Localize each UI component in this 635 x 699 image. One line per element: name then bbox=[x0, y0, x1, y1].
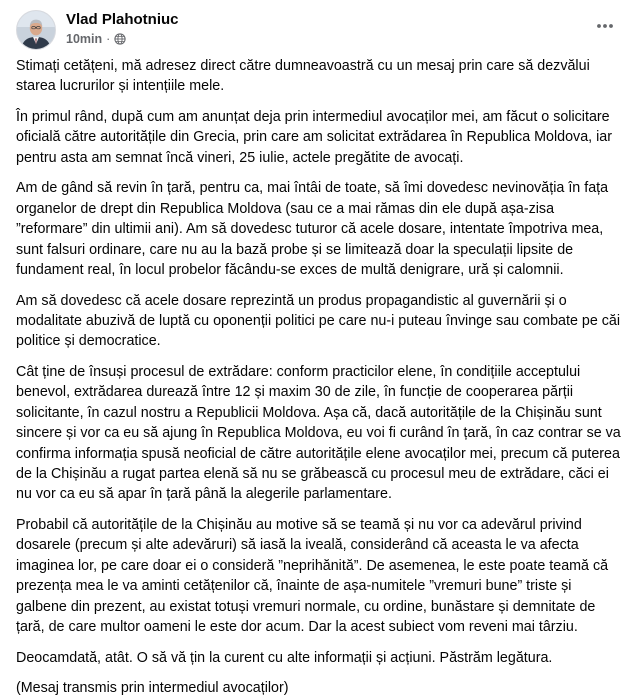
post-paragraph: Cât ține de însuși procesul de extrădare: conform practicilor elene, în condițiile acceptului benevol, extrădarea durează între 12 și maxim 30 de zile, în funcție de cooperarea părții solicitante, în cazul nostru a Republicii Moldova. Așa că, dacă autoritățile de la Chișinău sunt sincere și vor ca eu să ajung în Republica Moldova, eu voi fi curând în țară, în caz contrar se va confirma informația spusă neoficial de către autoritățile elene avocaților mei, precum că puterea de la Chișinău a rugat partea elenă să nu se grăbească cu procesul meu de extrădare, căci ei nu vor ca eu să apar în țară până la alegerile parlamentare. bbox=[16, 364, 621, 503]
globe-icon[interactable] bbox=[114, 33, 126, 45]
post-timestamp[interactable]: 10min bbox=[66, 32, 103, 46]
more-options-button[interactable] bbox=[591, 12, 619, 40]
post-paragraph: Stimați cetățeni, mă adresez direct către dumneavoastră cu un mesaj prin care să dezvălui starea lucrurilor și intențiile mele. bbox=[16, 58, 590, 95]
author-name[interactable]: Vlad Plahotniuc bbox=[66, 11, 179, 28]
more-horizontal-icon bbox=[595, 16, 615, 36]
avatar-portrait-icon bbox=[17, 11, 55, 49]
post-paragraph: Am de gând să revin în țară, pentru ca, mai întâi de toate, să îmi dovedesc nevinovăția în fața organelor de drept din Republica Moldova (sau ce a mai rămas din ele după așa-zisa ”reformare” din ultimii ani). Am să dovedesc tuturor că acele dosare, intentate împotriva mea, sunt falsuri ordinare, care nu au la bază probe și se limitează doar la speculații lipsite de fundament real, în locul probelor făcându-se exces de multă denigrare, ură și calomnii. bbox=[16, 180, 609, 279]
post-paragraph: În primul rând, după cum am anunțat deja prin intermediul avocaților mei, am făcut o solicitare oficială către autoritățile din Grecia, prin care am solicitat extrădarea în Republica Moldova, iar pentru asta am semnat încă vineri, 25 iulie, actele pregătite de avocați. bbox=[16, 109, 612, 166]
post-paragraph: Am să dovedesc că acele dosare reprezintă un produs propagandistic al guvernării și o modalitate abuzivă de luptă cu oponenții politici pe care nu-i puteau învinge sau combate pe căi politice și democratice. bbox=[16, 292, 621, 350]
post-body bbox=[16, 56, 621, 699]
post-paragraph: Deocamdată, atât. O să vă țin la curent cu alte informații și acțiuni. Păstrăm legătura. bbox=[16, 649, 553, 666]
meta-separator: · bbox=[106, 32, 111, 46]
post-meta bbox=[66, 32, 126, 46]
avatar[interactable] bbox=[16, 10, 56, 50]
post-paragraph: (Mesaj transmis prin intermediul avocaților) bbox=[16, 680, 289, 697]
post-paragraph: Probabil că autoritățile de la Chișinău au motive să se teamă și nu vor ca adevărul privind dosarele (precum și alte adevăruri) să iasă la iveală, considerând că aceasta le va afecta imaginea lor, pe care doar ei o consideră ”neprihănită”. De asemenea, le este poate teamă că prezența mea le va aminti cetățenilor că, înainte de așa-numitele ”vremuri bune” triste și galbene din prezent, au existat totuși vremuri normale, cu ordine, bunăstare și demnitate de țară, de care multor oameni le este dor acum. Dar la acest subiect vom reveni mai târziu. bbox=[16, 517, 609, 636]
post-header bbox=[16, 0, 621, 56]
